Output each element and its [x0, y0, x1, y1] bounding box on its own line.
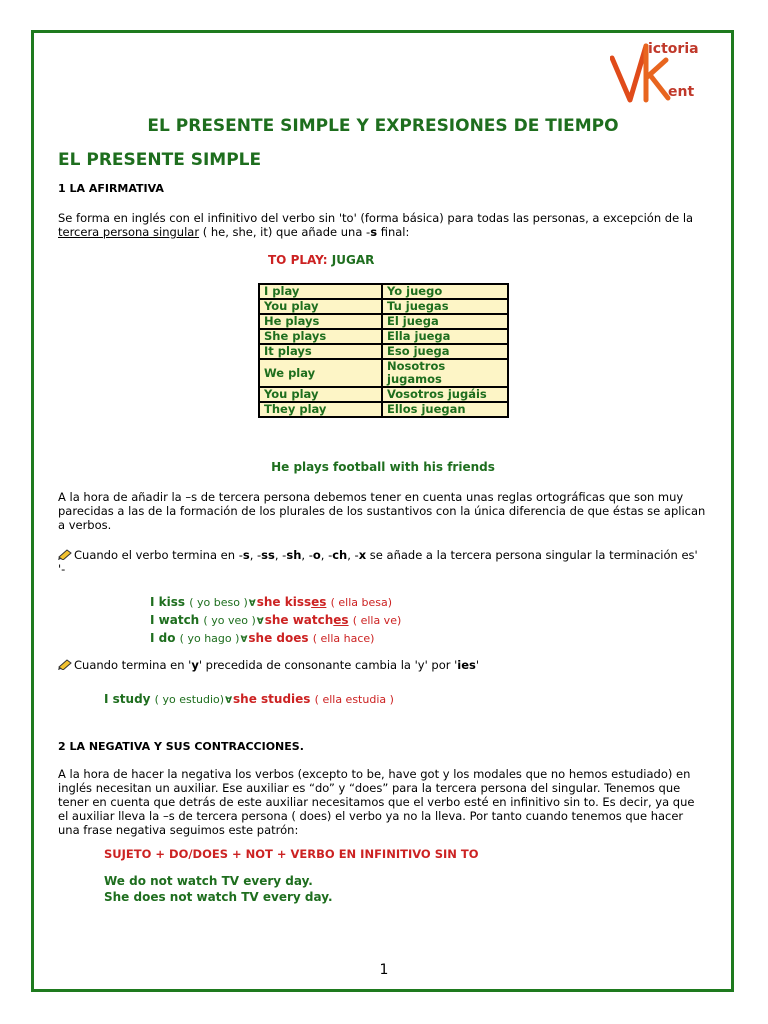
- ending-sh: sh: [286, 548, 302, 562]
- page-number: 1: [379, 962, 389, 978]
- negative-example-1: We do not watch TV every day.: [104, 874, 313, 888]
- rule1-text-b: se añade a la tercera persona singular la terminación es' '-: [58, 548, 698, 576]
- example-third: she kiss: [256, 595, 312, 609]
- arrow-icon: ∀: [225, 696, 233, 706]
- example-base: I kiss: [150, 595, 186, 609]
- table-row: [259, 314, 508, 329]
- table-cell-spanish: Ella juega: [382, 329, 508, 344]
- rules-intro: A la hora de añadir la –s de tercera persona debemos tener en cuenta unas reglas ortográficas que son muy parecidas a las de la formación de los plurales de los sustantivos con la única diferencia de que éstas se aplican a verbos.: [58, 490, 706, 532]
- negative-paragraph: A la hora de hacer la negativa los verbos (excepto to be, have got y los modales que no hemos estudiado) en inglés necesitan un auxiliar. Ese auxiliar es “do” y “does” para la tercera persona del singular. Tenemos que tener en cuenta que detrás de este auxiliar necesitamos que el verbo esté en infinitivo sin to. Es decir, ya que el auxiliar lleva la –s de tercera persona ( does) el verbo ya no la lleva. Por tanto cuando tenemos que hacer una frase negativa seguimos este patrón:: [58, 767, 695, 837]
- rule2-third-tr-text: ella estudia: [322, 693, 387, 706]
- rule1-text-a: Cuando el verbo termina en -: [74, 548, 243, 562]
- intro-text-b: ( he, she, it) que añade una -: [199, 225, 371, 239]
- intro-underlined: tercera persona singular: [58, 225, 200, 239]
- table-cell-english: You play: [259, 299, 382, 314]
- ending-ch: ch: [332, 548, 348, 562]
- table-cell-english: You play: [259, 387, 382, 402]
- example-sentence: He plays football with his friends: [271, 460, 495, 474]
- example-base: I watch: [150, 613, 200, 627]
- table-cell-spanish: Tu juegas: [382, 299, 508, 314]
- rule2-text-a: Cuando termina en ': [74, 658, 192, 672]
- intro-text-a: Se forma en inglés con el infinitivo del verbo sin 'to' (forma básica) para todas las personas, a excepción de la: [58, 211, 694, 225]
- table-cell-english: They play: [259, 402, 382, 417]
- table-row: [259, 284, 508, 299]
- table-cell-english: She plays: [259, 329, 382, 344]
- heading-affirmative: 1 LA AFIRMATIVA: [58, 182, 164, 195]
- table-cell-english: I play: [259, 284, 382, 299]
- logo-text-ent: ent: [668, 84, 695, 100]
- ending-x: x: [358, 548, 367, 562]
- table-row: [259, 359, 508, 387]
- page-title: EL PRESENTE SIMPLE Y EXPRESIONES DE TIEMPO: [147, 116, 619, 136]
- rule1-example-line: [150, 612, 401, 630]
- rule2-base: I study: [104, 692, 151, 706]
- ending-o: o: [312, 548, 321, 562]
- example-third-tr: ( ella besa): [330, 596, 393, 609]
- to-play-colon: :: [322, 253, 332, 267]
- rule2-base-tr-text: yo estudio: [162, 693, 220, 706]
- table-cell-spanish: Yo juego: [382, 284, 508, 299]
- intro-s: s: [370, 225, 378, 239]
- negative-example-2: She does not watch TV every day.: [104, 890, 333, 904]
- example-base-tr: ( yo veo ): [203, 614, 256, 627]
- affirmative-intro: [58, 211, 708, 239]
- ending-ss: ss: [261, 548, 275, 562]
- example-third: she watch: [264, 613, 334, 627]
- rule2-text-b: ' precedida de consonante cambia la 'y' por ': [198, 658, 458, 672]
- rule2-ies: ies: [457, 658, 476, 672]
- to-play-title: [268, 253, 374, 267]
- heading-negative: 2 LA NEGATIVA Y SUS CONTRACCIONES.: [58, 740, 304, 753]
- example-third-suffix: es: [311, 595, 327, 609]
- example-third: she does: [248, 631, 309, 645]
- arrow-icon: ∀: [248, 599, 256, 609]
- rule-2: [58, 658, 708, 672]
- table-cell-english: He plays: [259, 314, 382, 329]
- victoria-kent-logo: [610, 38, 710, 106]
- table-cell-spanish: Nosotros jugamos: [382, 359, 508, 387]
- example-base-tr-text: yo veo: [211, 614, 248, 627]
- rule1-examples: [150, 594, 401, 648]
- example-third-tr: ( ella hace): [312, 632, 375, 645]
- section-title: EL PRESENTE SIMPLE: [58, 150, 262, 170]
- table-cell-spanish: Ellos juegan: [382, 402, 508, 417]
- rule2-example: [104, 692, 394, 706]
- rule2-base-tr: ( yo estudio): [154, 693, 225, 706]
- logo-text-ictoria: ictoria: [648, 41, 699, 57]
- rule2-third: she studies: [233, 692, 311, 706]
- intro-text-c: final:: [377, 225, 410, 239]
- to-play-label: TO PLAY: [268, 253, 323, 267]
- example-third-tr-text: ella hace: [320, 632, 371, 645]
- example-base-tr-text: yo beso: [197, 596, 240, 609]
- table-cell-english: It plays: [259, 344, 382, 359]
- table-cell-spanish: El juega: [382, 314, 508, 329]
- example-third-tr-text: ella besa: [338, 596, 388, 609]
- rule2-third-tr: ( ella estudia ): [314, 693, 394, 706]
- rule1-example-line: [150, 630, 401, 648]
- arrow-icon: ∀: [256, 617, 264, 627]
- table-row: [259, 299, 508, 314]
- example-third-tr: ( ella ve): [352, 614, 402, 627]
- table-row: [259, 387, 508, 402]
- example-third-suffix: es: [333, 613, 349, 627]
- example-base-tr: ( yo hago ): [179, 632, 240, 645]
- example-base-tr-text: yo hago: [187, 632, 232, 645]
- negative-pattern: SUJETO + DO/DOES + NOT + VERBO EN INFINITIVO SIN TO: [104, 847, 479, 861]
- rule1-example-line: [150, 594, 401, 612]
- arrow-icon: ∀: [240, 635, 248, 645]
- table-cell-spanish: Eso juega: [382, 344, 508, 359]
- pencil-icon: [58, 548, 73, 560]
- ending-s: s: [242, 548, 250, 562]
- table-cell-spanish: Vosotros jugáis: [382, 387, 508, 402]
- rule2-y: y: [191, 658, 199, 672]
- table-cell-english: We play: [259, 359, 382, 387]
- conjugation-table: [258, 283, 509, 418]
- to-play-translation: JUGAR: [331, 253, 375, 267]
- table-row: [259, 329, 508, 344]
- example-base-tr: ( yo beso ): [189, 596, 248, 609]
- rule2-text-c: ': [475, 658, 480, 672]
- table-row: [259, 402, 508, 417]
- rule-1: Cuando el verbo termina en -s, -ss, -sh, -o, -ch, -x se añade a la tercera persona singular la terminación es' '-: [58, 548, 698, 576]
- pencil-icon: [58, 658, 73, 670]
- example-base: I do: [150, 631, 176, 645]
- table-row: [259, 344, 508, 359]
- example-third-tr-text: ella ve: [360, 614, 397, 627]
